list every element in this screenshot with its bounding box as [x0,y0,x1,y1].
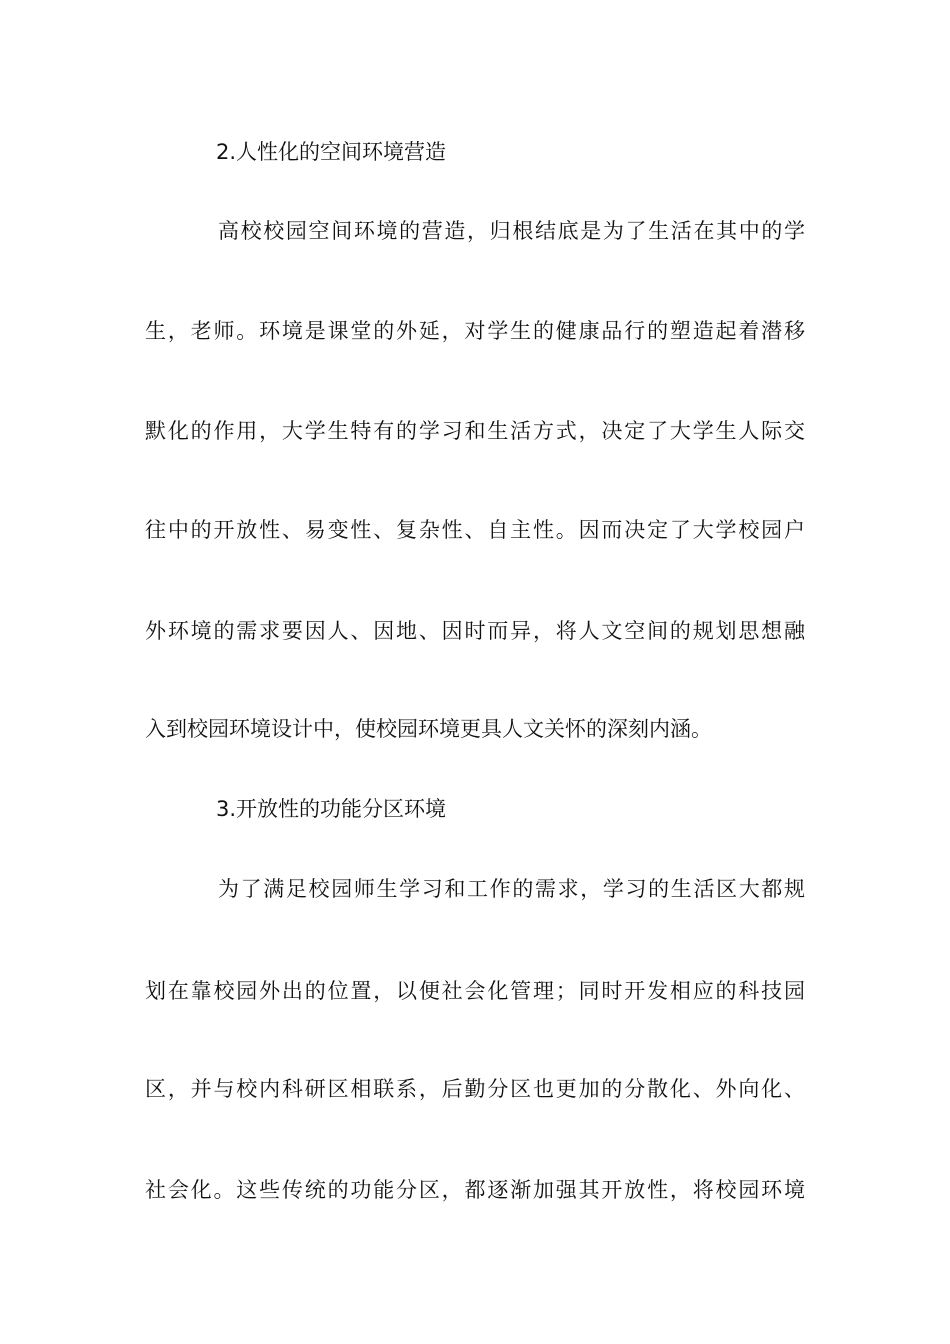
paragraph-line: 高校校园空间环境的营造，归根结底是为了生活在其中的学 [218,219,805,243]
paragraph-line: 往中的开放性、易变性、复杂性、自主性。因而决定了大学校园户 [145,518,805,542]
paragraph-line: 社会化。这些传统的功能分区，都逐渐加强其开放性，将校园环境 [145,1178,805,1202]
paragraph-line: 区，并与校内科研区相联系，后勤分区也更加的分散化、外向化、 [145,1077,805,1101]
paragraph-line: 默化的作用，大学生特有的学习和生活方式，决定了大学生人际交 [145,419,805,443]
paragraph-line: 外环境的需求要因人、因地、因时而异，将人文空间的规划思想融 [145,619,805,643]
paragraph-line: 为了满足校园师生学习和工作的需求，学习的生活区大都规 [218,877,805,901]
paragraph-line: 生，老师。环境是课堂的外延，对学生的健康品行的塑造起着潜移 [145,319,805,343]
paragraph-line: 划在靠校园外出的位置，以便社会化管理；同时开发相应的科技园 [145,979,805,1003]
paragraph-line-last: 入到校园环境设计中，使校园环境更具人文关怀的深刻内涵。 [145,717,712,741]
section-heading-3: 3.开放性的功能分区环境 [216,797,447,821]
section-heading-2: 2.人性化的空间环境营造 [216,140,447,164]
